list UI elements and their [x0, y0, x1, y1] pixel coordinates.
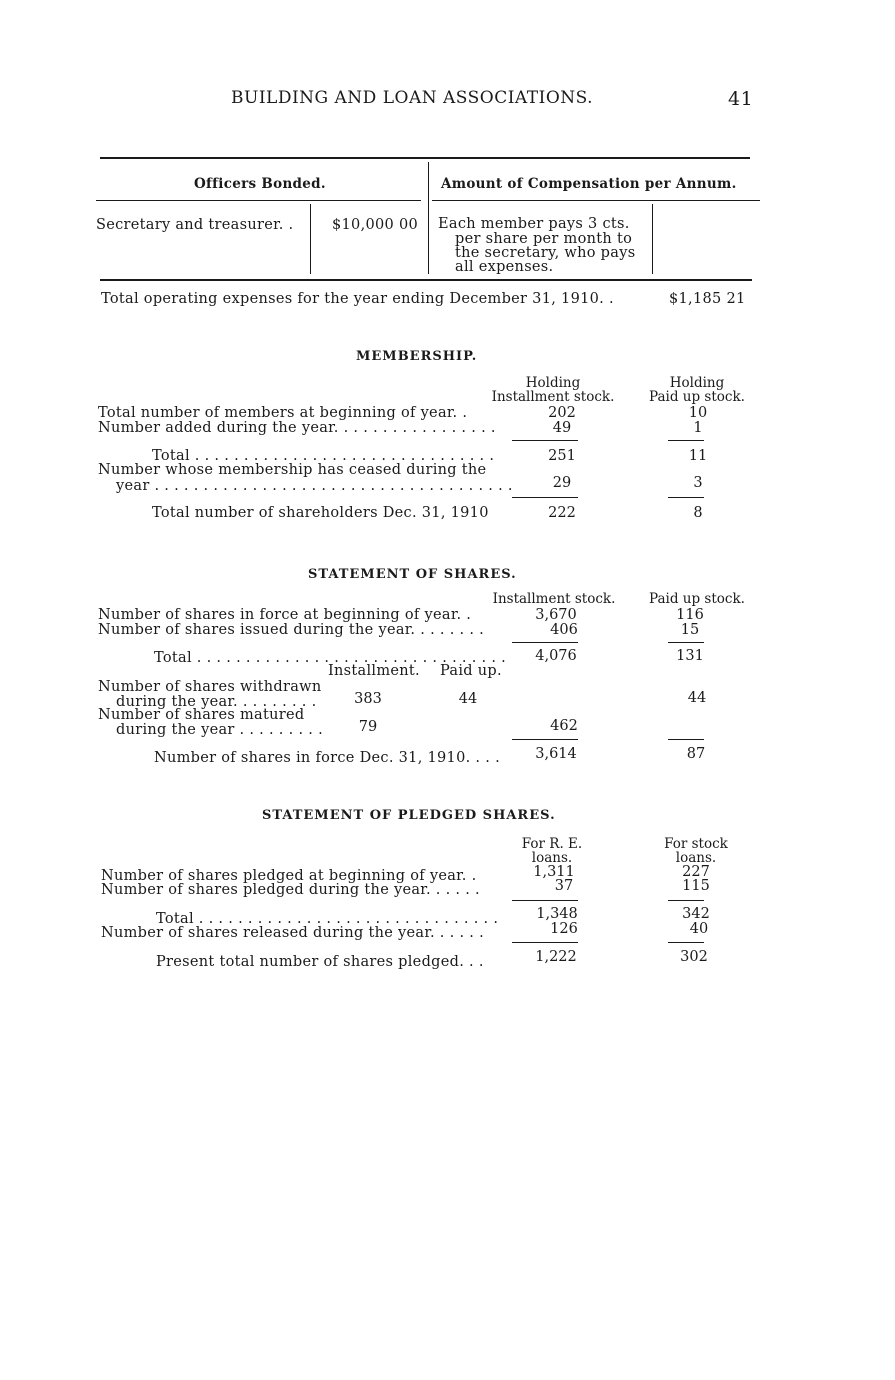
membership-row-label: Total number of shareholders Dec. 31, 1910	[152, 505, 489, 521]
subtotal-rule	[512, 900, 578, 901]
pledged-row-v2: 227	[682, 864, 710, 880]
pledged-row-v1: 1,348	[536, 906, 578, 922]
col2-head-line2: Paid up stock.	[649, 389, 745, 405]
subtotal-rule	[668, 497, 704, 498]
membership-row-label-cont: year . . . . . . . . . . . . . . . . . . . . . . . . . . . . . . . . . . . . .	[116, 478, 513, 494]
pledged-row-label: Number of shares pledged at beginning of year. .	[101, 868, 477, 884]
col1-head-line2: Installment stock.	[491, 389, 615, 405]
bond-amount: $10,000 00	[332, 217, 419, 233]
shares-row-label: Number of shares issued during the year. . . . . . . .	[98, 622, 485, 638]
subtotal-rule	[512, 440, 578, 441]
shares-row-sub-inst: 383	[354, 691, 382, 707]
subtotal-rule	[668, 739, 704, 740]
shares-row-label-cont: during the year. . . . . . . . .	[116, 694, 317, 710]
compensation-line-3: the secretary, who pays	[455, 245, 636, 261]
shares-row-v1: 406	[550, 622, 578, 638]
pledged-row-v1: 126	[550, 921, 578, 937]
membership-row-v1: 251	[548, 448, 576, 464]
col1-head-line1: Holding	[525, 375, 581, 391]
subtotal-rule	[668, 942, 704, 943]
table-bottom-rule	[100, 279, 752, 281]
shares-row-v1: 3,670	[535, 607, 577, 623]
shares-row-v1: 3,614	[535, 746, 577, 762]
page-number: 41	[728, 88, 754, 110]
col2-head-line2: loans.	[675, 850, 717, 866]
shares-row-v2: 131	[676, 648, 704, 664]
col1-head-line1: For R. E.	[521, 836, 583, 852]
pledged-row-v2: 40	[689, 921, 709, 937]
pledged-row-v2: 302	[680, 949, 708, 965]
subtotal-rule	[668, 440, 704, 441]
membership-row-v2: 8	[693, 505, 703, 521]
compensation-line-1: Each member pays 3 cts.	[438, 216, 630, 232]
subtotal-rule	[668, 900, 704, 901]
membership-row-v1: 49	[552, 420, 572, 436]
membership-col2-head	[638, 376, 756, 404]
membership-row-v1: 222	[548, 505, 576, 521]
shares-row-label: Number of shares in force at beginning of year. .	[98, 607, 472, 623]
pledged-row-label: Number of shares pledged during the year. . . . . .	[101, 882, 480, 898]
pledged-col2-head	[652, 837, 740, 865]
shares-title: STATEMENT OF SHARES.	[308, 567, 517, 582]
col-compensation: Amount of Compensation per Annum.	[441, 176, 737, 192]
shares-sub-installment: Installment.	[328, 663, 420, 679]
shares-row-label: Number of shares in force Dec. 31, 1910. . . .	[154, 750, 500, 766]
pledged-row-label: Number of shares released during the year. . . . . .	[101, 925, 484, 941]
shares-sub-paidup: Paid up.	[440, 663, 502, 679]
subtotal-rule	[512, 497, 578, 498]
operating-expenses-amount: $1,185 21	[669, 291, 746, 307]
subtotal-rule	[512, 739, 578, 740]
membership-row-label: Number added during the year. . . . . . . . . . . . . . . . .	[98, 420, 496, 436]
shares-col2-head: Paid up stock.	[649, 591, 745, 607]
membership-col1-head	[482, 376, 624, 404]
pledged-row-label: Total . . . . . . . . . . . . . . . . . . . . . . . . . . . . . . .	[156, 911, 499, 927]
shares-row-label: Total . . . . . . . . . . . . . . . . . . . . . . . . . . . . . . . .	[154, 650, 507, 666]
subtotal-rule	[512, 942, 578, 943]
membership-row-label: Number whose membership has ceased during the	[98, 462, 487, 478]
cell-divider-1	[310, 204, 311, 274]
pledged-row-v1: 37	[554, 878, 574, 894]
header-rule-left	[96, 200, 421, 201]
subtotal-rule	[668, 642, 704, 643]
membership-row-v2: 3	[693, 475, 703, 491]
membership-title: MEMBERSHIP.	[356, 349, 478, 364]
table-top-rule	[100, 157, 750, 159]
shares-row-v2: 87	[686, 746, 706, 762]
pledged-row-label: Present total number of shares pledged. . .	[156, 954, 484, 970]
shares-row-label-cont: during the year . . . . . . . . .	[116, 722, 323, 738]
pledged-title: STATEMENT OF PLEDGED SHARES.	[262, 808, 556, 823]
officer-title: Secretary and treasurer. .	[96, 217, 294, 233]
shares-col1-head: Installment stock.	[492, 591, 616, 607]
shares-row-v2: 15	[680, 622, 700, 638]
running-header: BUILDING AND LOAN ASSOCIATIONS.	[231, 88, 594, 108]
subtotal-rule	[512, 642, 578, 643]
membership-row-v2: 10	[688, 405, 708, 421]
cell-divider-2	[652, 204, 653, 274]
shares-row-v1: 462	[550, 718, 578, 734]
col2-head-line1: For stock	[664, 836, 728, 852]
shares-row-label: Number of shares withdrawn	[98, 679, 322, 695]
pledged-row-v2: 115	[682, 878, 710, 894]
shares-row-sub-paid: 44	[458, 691, 478, 707]
shares-row-label: Number of shares matured	[98, 707, 305, 723]
table-divider	[428, 162, 429, 274]
shares-row-v1: 4,076	[535, 648, 577, 664]
membership-row-label: Total number of members at beginning of year. .	[98, 405, 468, 421]
header-rule-right	[432, 200, 760, 201]
pledged-col1-head	[512, 837, 592, 865]
pledged-row-v1: 1,311	[533, 864, 575, 880]
membership-row-label: Total . . . . . . . . . . . . . . . . . . . . . . . . . . . . . . .	[152, 448, 495, 464]
col2-head-line1: Holding	[669, 375, 725, 391]
compensation-line-2: per share per month to	[455, 231, 633, 247]
col-officers-bonded: Officers Bonded.	[194, 176, 326, 192]
membership-row-v1: 202	[548, 405, 576, 421]
compensation-line-4: all expenses.	[455, 259, 554, 275]
shares-row-v2: 44	[687, 690, 707, 706]
shares-row-sub-inst: 79	[358, 719, 378, 735]
membership-row-v1: 29	[552, 475, 572, 491]
pledged-row-v1: 1,222	[535, 949, 577, 965]
col1-head-line2: loans.	[531, 850, 573, 866]
shares-row-v2: 116	[676, 607, 704, 623]
membership-row-v2: 11	[688, 448, 708, 464]
operating-expenses-label: Total operating expenses for the year ending December 31, 1910. .	[101, 291, 614, 307]
membership-row-v2: 1	[693, 420, 703, 436]
pledged-row-v2: 342	[682, 906, 710, 922]
